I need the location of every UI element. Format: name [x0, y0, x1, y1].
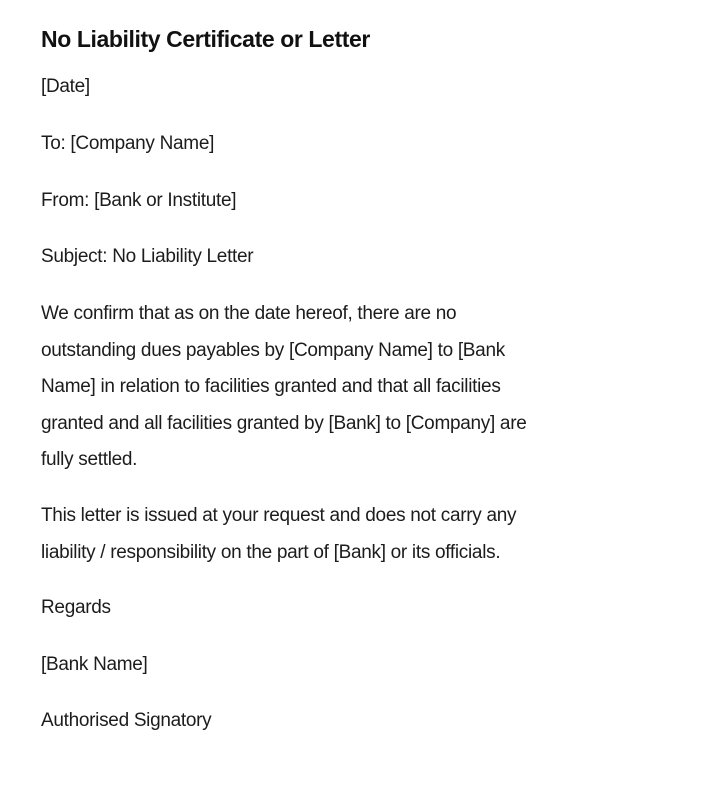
paragraph-line: outstanding dues payables by [Company Name] to [Bank — [41, 339, 505, 361]
to-line: To: [Company Name] — [41, 133, 215, 154]
paragraph-line: Name] in relation to facilities granted and that all facilities — [41, 376, 501, 397]
subject-line: Subject: No Liability Letter — [41, 246, 254, 267]
signer-organization: [Bank Name] — [41, 654, 148, 675]
closing-line: Regards — [41, 597, 111, 618]
paragraph-line: liability / responsibility on the part of [Bank] or its officials. — [41, 541, 501, 563]
body-paragraph-confirmation — [41, 296, 661, 479]
paragraph-line: This letter is issued at your request and does not carry any — [41, 505, 517, 526]
paragraph-line: granted and all facilities granted by [Bank] to [Company] are — [41, 412, 527, 434]
from-line: From: [Bank or Institute] — [41, 190, 237, 211]
date-line: [Date] — [41, 76, 90, 97]
document-title: No Liability Certificate or Letter — [41, 26, 370, 52]
paragraph-line: We confirm that as on the date hereof, there are no — [41, 303, 457, 324]
paragraph-line: fully settled. — [41, 449, 138, 470]
signer-title: Authorised Signatory — [41, 710, 212, 731]
body-paragraph-disclaimer — [41, 498, 661, 571]
